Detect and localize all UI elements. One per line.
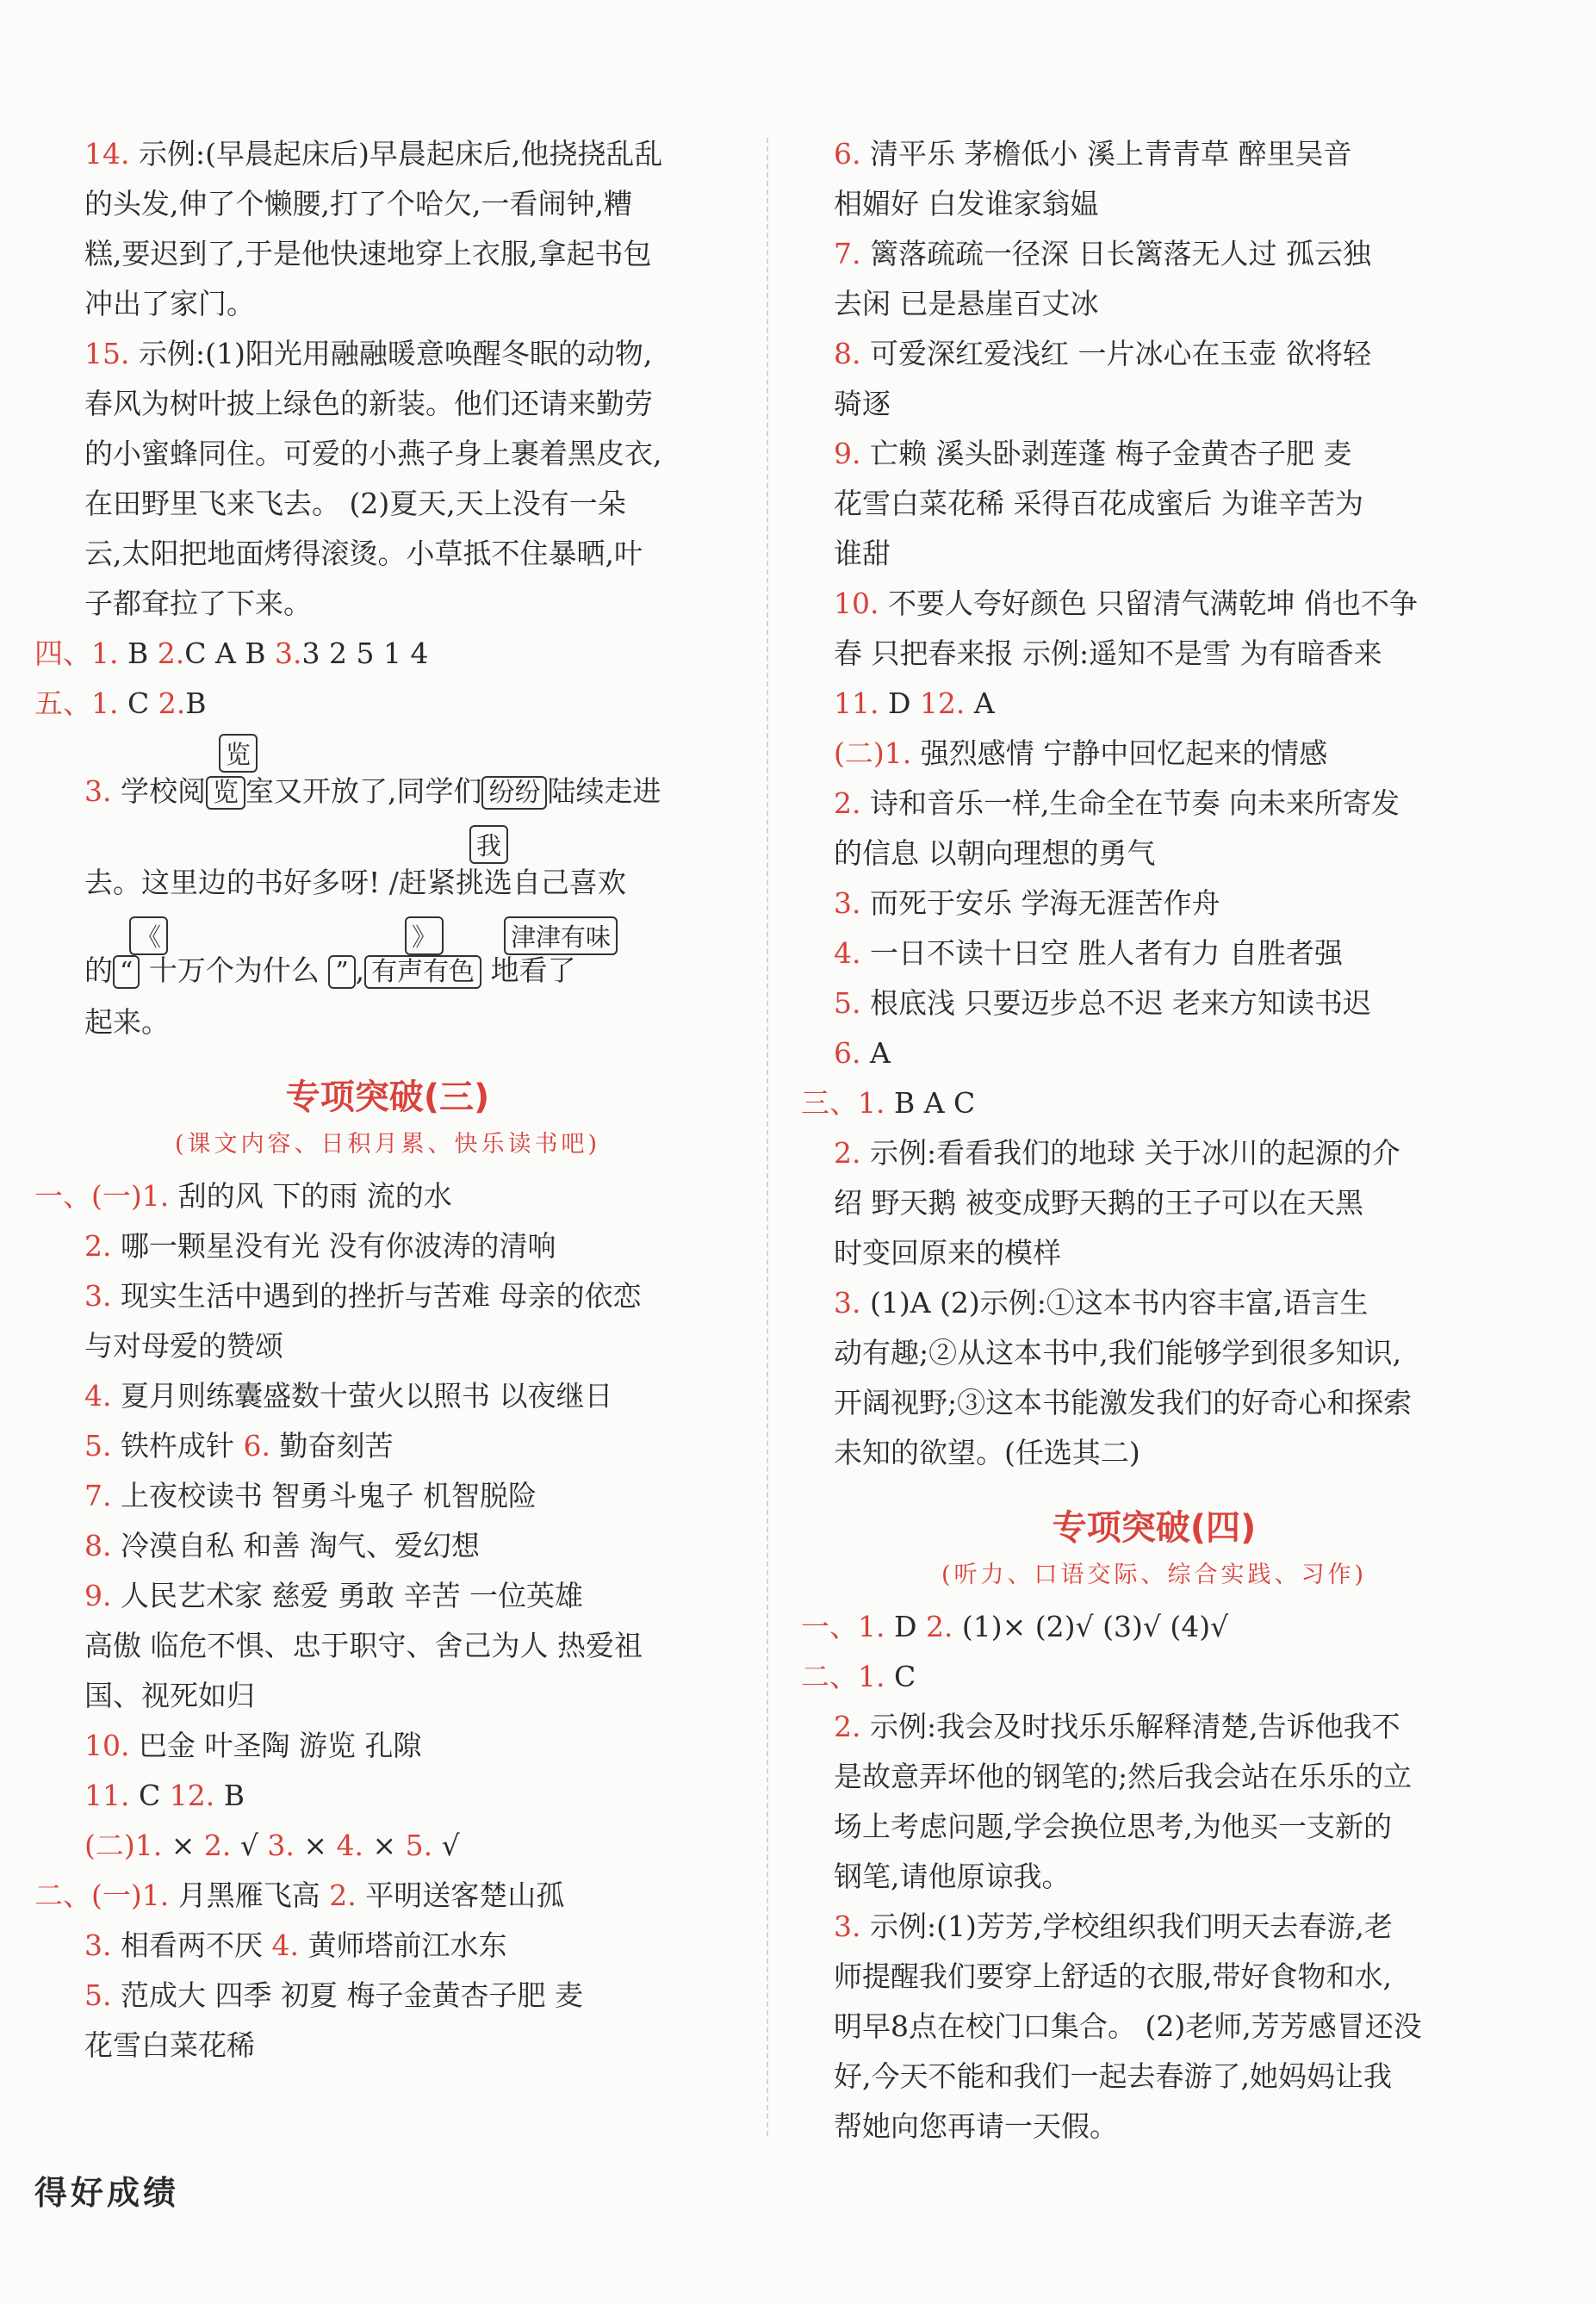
list-item: 三、1. B A C: [801, 1086, 976, 1120]
list-item: 开阔视野;③这本书能激发我们的好奇心和探索: [834, 1386, 1413, 1419]
list-item: 7. 上夜校读书 智勇斗鬼子 机智脱险: [84, 1479, 537, 1512]
list-item: 2. 示例:看看我们的地球 关于冰川的起源的介: [834, 1136, 1400, 1170]
list-item: 3. 现实生活中遇到的挫折与苦难 母亲的依恋: [84, 1279, 642, 1313]
list-item: 3. 而死于安乐 学海无涯苦作舟: [834, 886, 1220, 920]
list-item: 5. 铁杵成针 6. 勤奋刻苦: [84, 1429, 394, 1463]
list-item: 谁甜: [834, 537, 891, 570]
section-5-answers: 五、1. C 2.B: [34, 686, 207, 720]
list-item: 花雪白菜花稀: [84, 2028, 255, 2062]
proofread-line-3: 《 》 津津有味 的 “ 十万个为什么 ” , 有声有色 地看了: [34, 908, 741, 997]
answer-15-line: 在田野里飞来飞去。 (2)夏天,天上没有一朵: [84, 487, 626, 520]
proofread-line-4: 起来。: [84, 1005, 170, 1039]
section-subtitle-3: (课文内容、日积月累、快乐读书吧): [174, 1131, 601, 1158]
proofread-line-2: 我 去。这里边的书好多呀! ∕赶紧挑选自己喜欢: [34, 818, 741, 908]
section-title-4: 专项突破(四): [1052, 1508, 1257, 1548]
answer-15-line: 云,太阳把地面烤得滚烫。小草抵不住暴晒,叶: [84, 537, 643, 570]
proofread-line-1: 览 3. 学校阅 览 室又开放了,同学们 纷纷 陆续走进: [34, 729, 741, 818]
list-item: 9. 人民艺术家 慈爱 勇敢 辛苦 一位英雄: [84, 1579, 583, 1612]
list-item: (二)1. 强烈感情 宁静中回忆起来的情感: [834, 736, 1328, 770]
list-item: 明早8点在校门口集合。 (2)老师,芳芳感冒还没: [834, 2009, 1422, 2043]
list-item: (二)1. × 2. √ 3. × 4. × 5. √: [84, 1829, 460, 1862]
answer-14: 14. 示例:(早晨起床后)早晨起床后,他挠挠乱乱: [84, 137, 663, 171]
list-item: 8. 冷漠自私 和善 淘气、爱幻想: [84, 1529, 480, 1562]
answer-14-line: 的头发,伸了个懒腰,打了个哈欠,一看闹钟,糟: [84, 187, 632, 220]
list-item: 帮她向您再请一天假。: [834, 2109, 1118, 2143]
list-item: 钢笔,请他原谅我。: [834, 1860, 1071, 1893]
answer-15-line: 春风为树叶披上绿色的新装。他们还请来勤劳: [84, 387, 653, 420]
list-item: 花雪白菜花稀 采得百花成蜜后 为谁辛苦为: [834, 487, 1363, 520]
edit-box: 览: [206, 776, 245, 810]
correction-mark: 》: [405, 916, 444, 955]
list-item: 6. 清平乐 茅檐低小 溪上青青草 醉里吴音: [834, 137, 1352, 171]
section-4-answers: 四、1. B 2.C A B 3.3 2 5 1 4: [34, 637, 429, 670]
list-item: 是故意弄坏他的钢笔的;然后我会站在乐乐的立: [834, 1760, 1413, 1793]
list-item: 二、(一)1. 月黑雁飞高 2. 平明送客楚山孤: [34, 1879, 565, 1912]
right-column: [801, 129, 1507, 2152]
left-column: [34, 129, 741, 2071]
list-item: 4. 一日不读十日空 胜人者有力 自胜者强: [834, 936, 1343, 970]
edit-box: 纷纷: [481, 776, 547, 810]
list-item: 绍 野天鹅 被变成野天鹅的王子可以在天黑: [834, 1186, 1363, 1220]
list-item: 场上考虑问题,学会换位思考,为他买一支新的: [834, 1810, 1392, 1843]
list-item: 一、(一)1. 刮的风 下的雨 流的水: [34, 1179, 452, 1213]
list-item: 未知的欲望。(任选其二): [834, 1436, 1140, 1469]
answer-15-line: 子都耷拉了下来。: [84, 587, 312, 620]
list-item: 7. 篱落疏疏一径深 日长篱落无人过 孤云独: [834, 237, 1371, 270]
list-item: 动有趣;②从这本书中,我们能够学到很多知识,: [834, 1336, 1402, 1369]
correction-mark: 《: [129, 916, 168, 955]
list-item: 的信息 以朝向理想的勇气: [834, 836, 1156, 870]
list-item: 5. 范成大 四季 初夏 梅子金黄杏子肥 麦: [84, 1978, 583, 2012]
list-item: 9. 亡赖 溪头卧剥莲蓬 梅子金黄杏子肥 麦: [834, 437, 1352, 470]
list-item: 一、1. D 2. (1)× (2)√ (3)√ (4)√: [801, 1610, 1229, 1643]
list-item: 去闲 已是悬崖百丈冰: [834, 287, 1099, 320]
insert-mark: 我: [469, 825, 508, 864]
list-item: 4. 夏月则练囊盛数十萤火以照书 以夜继日: [84, 1379, 613, 1413]
list-item: 10. 不要人夸好颜色 只留清气满乾坤 俏也不争: [834, 587, 1418, 620]
list-item: 3. (1)A (2)示例:①这本书内容丰富,语言生: [834, 1286, 1369, 1320]
list-item: 师提醒我们要穿上舒适的衣服,带好食物和水,: [834, 1959, 1392, 1993]
list-item: 10. 巴金 叶圣陶 游览 孔隙: [84, 1729, 422, 1762]
answer-15-line: 的小蜜蜂同住。可爱的小燕子身上裹着黑皮衣,: [84, 437, 662, 470]
list-item: 国、视死如归: [84, 1679, 255, 1712]
list-item: 2. 示例:我会及时找乐乐解释清楚,告诉他我不: [834, 1710, 1400, 1743]
section-subtitle-4: (听力、口语交际、综合实践、习作): [941, 1562, 1368, 1588]
list-item: 2. 诗和音乐一样,生命全在节奏 向未来所寄发: [834, 786, 1400, 820]
footer-brand: 得好成绩: [34, 2173, 180, 2212]
list-item: 好,今天不能和我们一起去春游了,她妈妈让我: [834, 2059, 1392, 2093]
list-item: 11. C 12. B: [84, 1779, 245, 1812]
list-item: 3. 示例:(1)芳芳,学校组织我们明天去春游,老: [834, 1910, 1393, 1943]
list-item: 春 只把春来报 示例:遥知不是雪 为有暗香来: [834, 637, 1382, 670]
list-item: 2. 哪一颗星没有光 没有你波涛的清响: [84, 1229, 556, 1263]
column-divider: [767, 138, 768, 2136]
list-item: 6. A: [834, 1036, 891, 1070]
answer-14-line: 冲出了家门。: [84, 287, 255, 320]
list-item: 11. D 12. A: [834, 686, 995, 720]
list-item: 8. 可爱深红爱浅红 一片冰心在玉壶 欲将轻: [834, 337, 1371, 370]
section-title-3: 专项突破(三): [285, 1077, 490, 1117]
answer-14-line: 糕,要迟到了,于是他快速地穿上衣服,拿起书包: [84, 237, 652, 270]
answer-15: 15. 示例:(1)阳光用融融暖意唤醒冬眠的动物,: [84, 337, 653, 370]
list-item: 与对母爱的赞颂: [84, 1329, 283, 1363]
list-item: 二、1. C: [801, 1660, 916, 1693]
list-item: 5. 根底浅 只要迈步总不迟 老来方知读书迟: [834, 986, 1371, 1020]
list-item: 骑逐: [834, 387, 891, 420]
list-item: 高傲 临危不惧、忠于职守、舍己为人 热爱祖: [84, 1629, 643, 1662]
list-item: 相媚好 白发谁家翁媪: [834, 187, 1099, 220]
correction-mark: 津津有味: [504, 916, 618, 955]
list-item: 时变回原来的模样: [834, 1236, 1061, 1270]
correction-mark: 览: [219, 734, 258, 773]
list-item: 3. 相看两不厌 4. 黄师塔前江水东: [84, 1928, 507, 1962]
